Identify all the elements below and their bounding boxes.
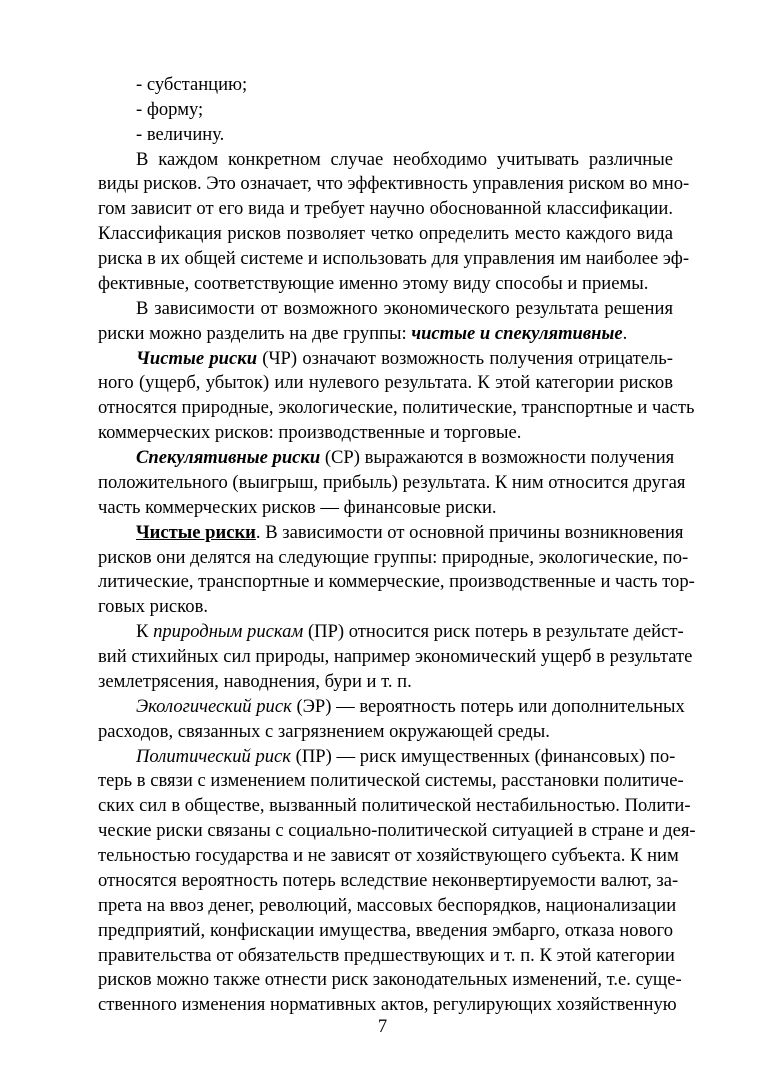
text-run: риски можно разделить на две группы: [98, 323, 412, 344]
text-line [98, 594, 673, 620]
text-line [136, 122, 224, 148]
text-run: - форму; [136, 99, 204, 120]
text-run: относятся вероятность потерь вследствие неконвертируемости валют, за- [98, 870, 679, 891]
text-run: . В зависимости от основной причины возникновения [255, 522, 684, 543]
emphasized-term: Экологический риск [136, 696, 292, 717]
emphasized-term: Спекулятивные риски [136, 447, 321, 468]
text-line [98, 967, 682, 993]
text-line [98, 943, 673, 969]
text-line [98, 246, 690, 272]
text-run: терь в связи с изменением политической системы, расстановки политиче- [98, 770, 684, 791]
text-run: (СР) выражаются в возможности получения [320, 447, 675, 468]
text-run: ного (ущерб, убыток) или нулевого результата. К этой категории рисков [98, 372, 673, 393]
text-run: В каждом конкретном случае необходимо учитывать различные [136, 149, 673, 170]
text-line [98, 719, 673, 745]
text-run: расходов, связанных с загрязнением окружающей среды. [98, 721, 550, 742]
text-line [98, 420, 673, 446]
emphasized-term: Чистые риски [136, 348, 258, 369]
text-run: фективные, соответствующие именно этому виду способы и приемы. [98, 273, 649, 294]
emphasized-term: Политический риск [136, 746, 292, 767]
text-run: ственного изменения нормативных актов, регулирующих хозяйственную [98, 994, 677, 1015]
text-run: - величину. [136, 124, 225, 145]
text-run: прета на ввоз денег, революций, массовых беспорядков, национализации [98, 895, 677, 916]
text-run: литические, транспортные и коммерческие, производственные и часть тор- [98, 571, 695, 592]
text-run: (ПР) относится риск потерь в результате дейст- [303, 621, 684, 642]
text-run: рисков можно также отнести риск законодательных изменений, т.е. суще- [98, 969, 682, 990]
text-line [136, 445, 673, 471]
text-line [136, 72, 247, 98]
text-run: В зависимости от возможного экономического результата решения [136, 298, 673, 319]
text-line [136, 147, 673, 173]
text-run: ских сил в обществе, вызванный политической нестабильностью. Полити- [98, 795, 691, 816]
text-run: (ПР) — риск имущественных (финансовых) по- [291, 746, 676, 767]
text-run: К [136, 621, 154, 642]
text-line [98, 793, 691, 819]
text-run: предприятий, конфискации имущества, введения эмбарго, отказа нового [98, 920, 673, 941]
text-line [98, 196, 673, 222]
text-run: (ЭР) — вероятность потерь или дополнительных [291, 696, 685, 717]
text-line [136, 744, 676, 770]
text-line [98, 271, 673, 297]
emphasized-term: чистые и спекулятивные [411, 323, 623, 344]
text-run: Классификация рисков позволяет четко определить место каждого вида [98, 223, 673, 244]
text-line [98, 818, 696, 844]
text-line [98, 171, 690, 197]
text-line [98, 545, 689, 571]
emphasized-term: природным рискам [153, 621, 304, 642]
text-line [136, 97, 203, 123]
text-line [98, 768, 684, 794]
text-line [98, 370, 673, 396]
text-run: относятся природные, экологические, политические, транспортные и часть [98, 397, 695, 418]
text-line [136, 694, 685, 720]
text-run: тельностью государства и не зависят от хозяйствующего субъекта. К ним [98, 845, 679, 866]
text-line [136, 619, 684, 645]
text-line [136, 520, 684, 546]
text-line [98, 221, 673, 247]
text-line [136, 346, 673, 372]
text-line [98, 893, 677, 919]
text-run: говых рисков. [98, 596, 208, 617]
text-run: коммерческих рисков: производственные и торговые. [98, 422, 522, 443]
text-run: виды рисков. Это означает, что эффективность управления риском во мно- [98, 173, 690, 194]
text-run: часть коммерческих рисков — финансовые риски. [98, 497, 497, 518]
text-line [98, 918, 673, 944]
text-run: положительного (выигрыш, прибыль) результата. К ним относится другая [98, 472, 686, 493]
text-line [98, 868, 679, 894]
text-line [98, 569, 695, 595]
text-run: правительства от обязательств предшествующих и т. п. К этой категории [98, 945, 675, 966]
text-run: гом зависит от его вида и требует научно обоснованной классификации. [98, 198, 673, 219]
text-run: вий стихийных сил природы, например экономический ущерб в результате [98, 646, 693, 667]
text-run: землетрясения, наводнения, бури и т. п. [98, 671, 412, 692]
text-run: рисков они делятся на следующие группы: природные, экологические, по- [98, 547, 689, 568]
text-line [98, 395, 695, 421]
text-line [98, 321, 673, 347]
page-number: 7 [377, 1016, 388, 1037]
text-run: - субстанцию; [136, 74, 248, 95]
text-line [98, 669, 673, 695]
text-run: (ЧР) означают возможность получения отрицатель- [257, 348, 673, 369]
text-run: ческие риски связаны с социально-политической ситуацией в стране и дея- [98, 820, 696, 841]
text-run: риска в их общей системе и использовать для управления им наиболее эф- [98, 248, 690, 269]
text-line [98, 644, 693, 670]
text-line [136, 296, 673, 322]
text-line [98, 495, 673, 521]
text-run: . [622, 323, 628, 344]
text-line [98, 843, 679, 869]
text-line [98, 470, 686, 496]
emphasized-term: Чистые риски [136, 522, 256, 543]
